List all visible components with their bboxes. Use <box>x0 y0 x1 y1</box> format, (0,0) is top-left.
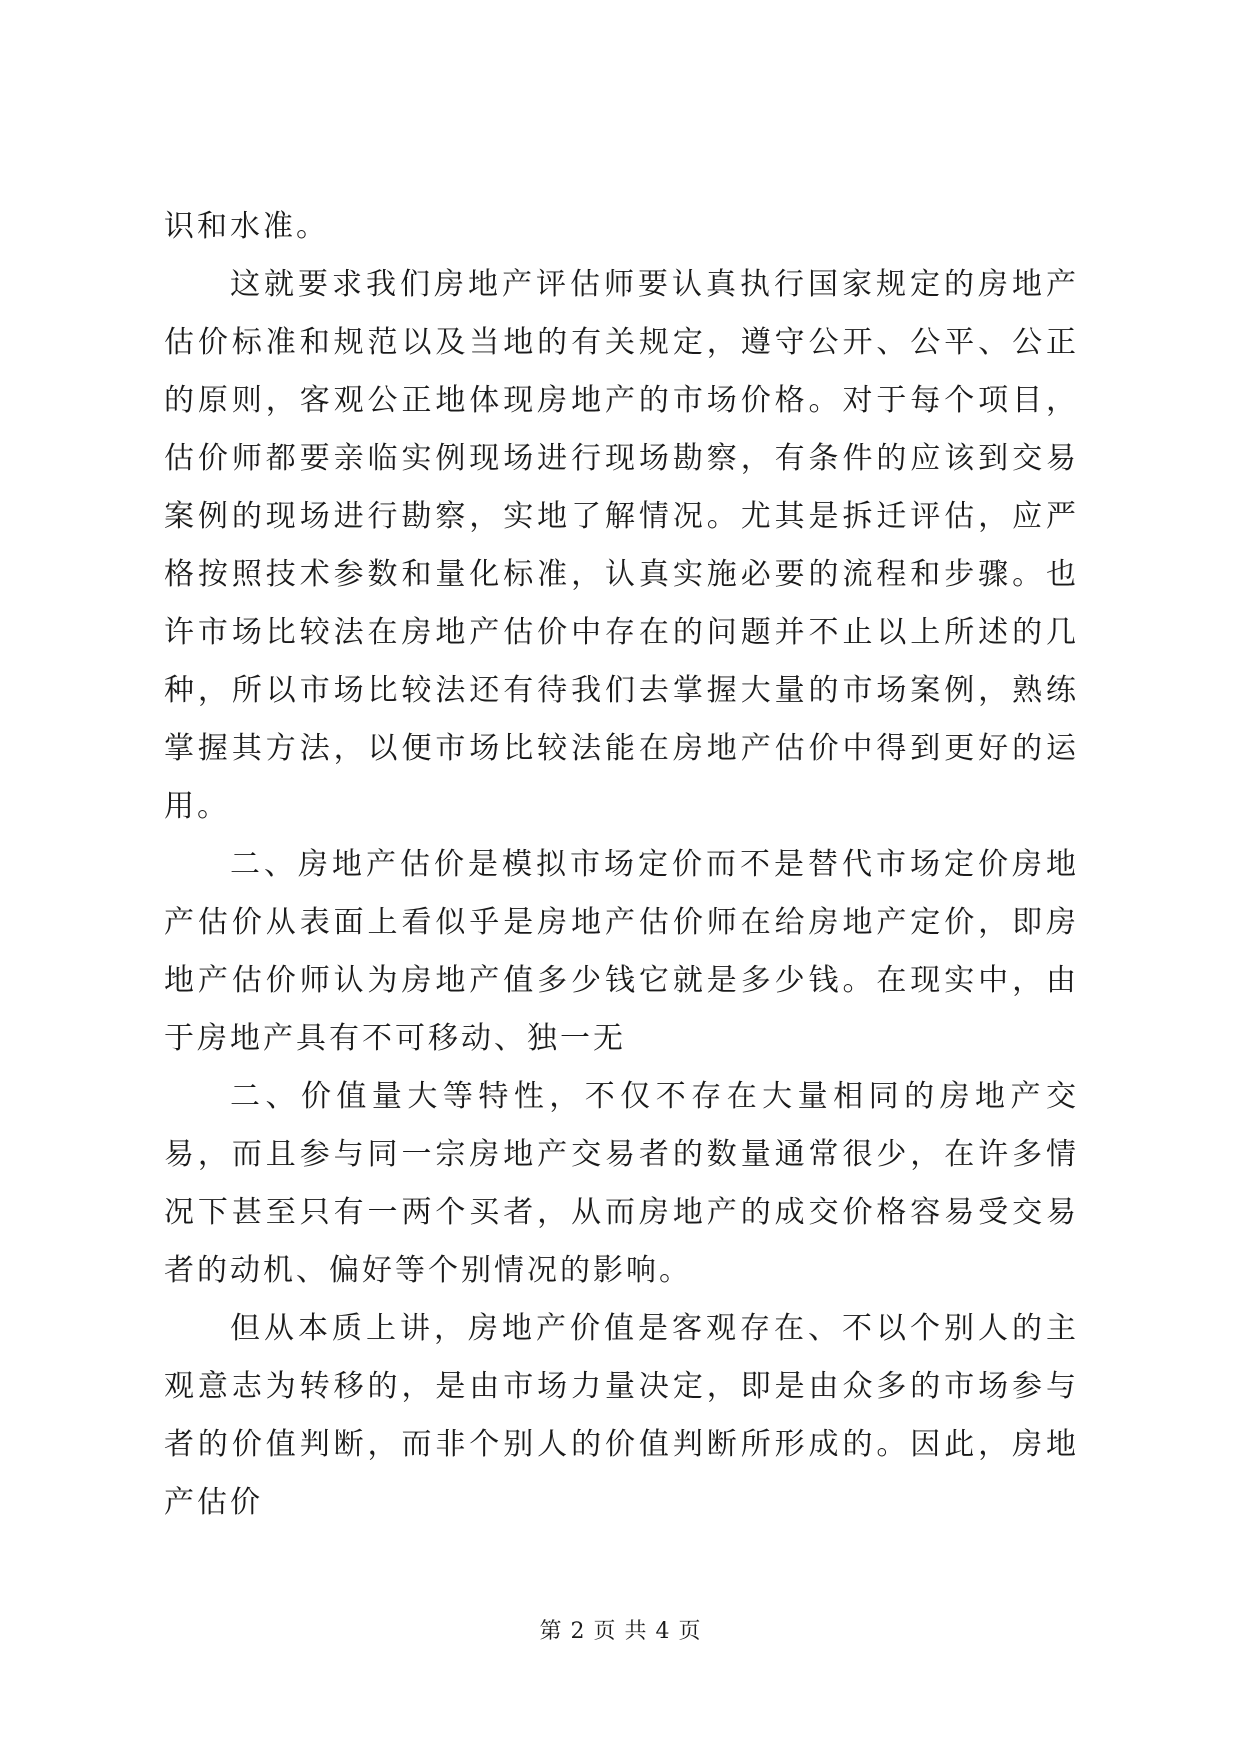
page-number-footer: 第 2 页 共 4 页 <box>539 1619 702 1644</box>
paragraph-5: 但从本质上讲，房地产价值是客观存在、不以个别人的主观意志为转移的，是由市场力量决定，即是由众多的市场参与者的价值判断，而非个别人的价值判断所形成的。因此，房地产估价 <box>164 1311 1079 1520</box>
paragraph-1: 识和水准。 <box>164 209 329 244</box>
paragraph-2: 这就要求我们房地产评估师要认真执行国家规定的房地产估价标准和规范以及当地的有关规定，遵守公开、公平、公正的原则，客观公正地体现房地产的市场价格。对于每个项目，估价师都要亲临实例现场进行现场勘察，有条件的应该到交易案例的现场进行勘察，实地了解情况。尤其是拆迁评估，应严格按照技术参数和量化标准，认真实施必要的流程和步骤。也许市场比较法在房地产估价中存在的问题并不止以上所述的几种，所以市场比较法还有待我们去掌握大量的市场案例，熟练掌握其方法，以便市场比较法能在房地产估价中得到更好的运用。 <box>164 267 1079 824</box>
paragraph-4: 二、价值量大等特性，不仅不存在大量相同的房地产交易，而且参与同一宗房地产交易者的数量通常很少，在许多情况下甚至只有一两个买者，从而房地产的成交价格容易受交易者的动机、偏好等个别情况的影响。 <box>164 1079 1079 1288</box>
paragraph-3: 二、房地产估价是模拟市场定价而不是替代市场定价房地产估价从表面上看似乎是房地产估价师在给房地产定价，即房地产估价师认为房地产值多少钱它就是多少钱。在现实中，由于房地产具有不可移动、独一无 <box>164 847 1079 1056</box>
body-text <box>164 198 1079 1532</box>
